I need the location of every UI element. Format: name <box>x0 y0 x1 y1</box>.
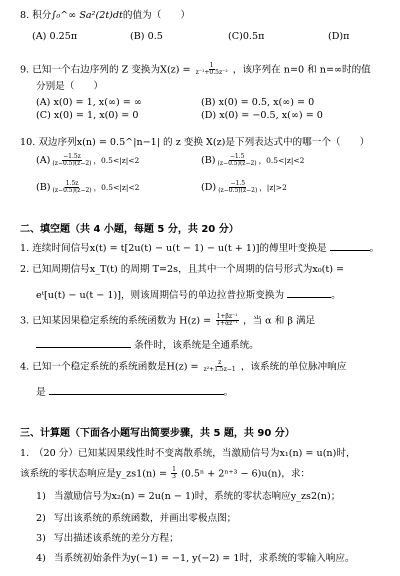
end-mark: 。 <box>223 387 234 398</box>
answer-blank[interactable] <box>36 338 131 348</box>
sub-text: 当系统初始条件为y(−1) = −1, y(−2) = 1时，求系统的零输入响应。 <box>54 553 355 564</box>
q10-options-row2 <box>36 181 287 195</box>
option-d: (D)π <box>328 31 350 42</box>
fraction-numerator: z <box>218 359 222 366</box>
fraction-numerator: −1.5 <box>230 180 246 187</box>
calc-question-1-line2 <box>20 467 386 481</box>
fraction-denominator: 3 <box>172 473 176 481</box>
option-d: (D) x(0) = −0.5, x(∞) = 0 <box>201 110 323 121</box>
transfer-fraction <box>195 63 229 77</box>
q8-options <box>32 31 400 43</box>
question-text: 该系统的零状态响应是y_zs1(n) = <box>20 468 167 480</box>
question-stem-suffix: 的值为（ ） <box>122 10 191 21</box>
option-b: (B) x(0) = 0.5, x(∞) = 0 <box>201 97 315 108</box>
sub-number: 2) <box>36 513 46 524</box>
answer-blank[interactable] <box>287 288 331 298</box>
question-text-cont: (0.5ⁿ + 2ⁿ⁺³ − 6)u(n)，求： <box>180 468 311 480</box>
question-9 <box>20 63 386 77</box>
question-number: 3. <box>20 315 30 327</box>
end-mark: 。 <box>369 243 380 254</box>
option-label: (B) <box>36 181 51 193</box>
option-c: (C) x(0) = 1, x(0) = 0 <box>36 110 139 121</box>
question-number: 2. <box>20 264 30 275</box>
fraction-denominator: z⁻¹+0.5z⁻² <box>195 69 228 77</box>
sub-question-1 <box>36 491 386 503</box>
option-label: (B) <box>201 154 216 166</box>
fraction-numerator: 1+βz⁻¹ <box>216 313 238 320</box>
option-b <box>201 154 304 168</box>
question-number: 4. <box>20 361 30 373</box>
question-text-cont: ，该系统的单位脉冲响应 <box>240 361 347 373</box>
roc-text: ，0.5<|z|<2 <box>93 156 140 166</box>
fill-question-3-line2 <box>36 338 386 352</box>
question-number: 10. <box>20 137 36 148</box>
option-b: (B) 0.5 <box>130 31 163 42</box>
sub-question-2 <box>36 513 386 525</box>
option-fraction <box>51 154 92 168</box>
fraction-denominator: 1+αz⁻¹ <box>216 320 238 328</box>
q9-options-row2 <box>36 110 323 122</box>
sub-question-4 <box>36 553 386 565</box>
question-text: 已知周期信号x_T(t) 的周期 T=2s，且其中一个周期的信号形式为x₀(t) = <box>32 264 345 275</box>
question-stem: 双边序列x(n) = 0.5^|n−1| 的 z 变换 X(z)是下列表达式中的哪一个（ ） <box>38 137 370 148</box>
fraction-numerator: 1.5z <box>65 180 79 187</box>
question-text: 连续时间信号x(t) = t[2u(t) − u(t − 1) − u(t + 1)]的傅里叶变换是 <box>32 243 327 254</box>
option-a <box>36 154 201 168</box>
sub-text: 写出描述该系统的差分方程； <box>54 533 179 544</box>
fill-question-4 <box>20 360 386 374</box>
question-9-line2: 分别是（ ） <box>36 81 104 92</box>
question-number: 9. <box>20 64 30 76</box>
option-fraction <box>217 154 258 168</box>
section-2-title: 二、填空题（共 4 小题，每题 5 分，共 20 分） <box>20 224 239 235</box>
sub-text: 写出该系统的系统函数，并画出零极点图； <box>54 513 237 524</box>
option-d <box>201 181 287 195</box>
fraction-denominator: (z−0.5)(z−2) <box>217 160 257 168</box>
fraction-numerator: −1.5z <box>63 153 81 160</box>
option-label: (A) <box>36 154 51 166</box>
fill-question-1 <box>20 241 386 255</box>
end-mark: 。 <box>331 290 341 301</box>
fill-question-2-line2 <box>36 288 386 302</box>
question-text: 是 <box>36 387 46 398</box>
fraction-denominator: z²+1.5z−1 <box>203 366 236 374</box>
system-function-fraction <box>215 314 239 328</box>
section-3-title: 三、计算题（下面各小题写出简要步骤，共 5 题，共 90 分） <box>20 428 295 439</box>
integral-expression: ∫₀^∞ Sa²(2t)dt <box>51 10 123 21</box>
q10-options-row1 <box>36 154 304 168</box>
question-stem-prefix: 积分 <box>32 10 52 21</box>
question-stem-cont: ，该序列在 n=0 和 n=∞时的值 <box>232 64 371 76</box>
option-label: (D) <box>201 181 217 193</box>
roc-text: ，0.5<|z|<2 <box>93 183 140 193</box>
answer-blank[interactable] <box>49 385 224 395</box>
question-number: 1. <box>20 243 30 254</box>
option-a: (A) 0.25π <box>32 31 78 42</box>
sub-number: 3) <box>36 533 46 544</box>
question-text: eᵗ[u(t) − u(t − 1)]，则该周期信号的单边拉普拉斯变换为 <box>36 290 285 301</box>
option-a: (A) x(0) = 1, x(∞) = ∞ <box>36 97 142 108</box>
fill-question-3 <box>20 314 386 328</box>
answer-blank[interactable] <box>330 241 370 251</box>
fraction-numerator: 1 <box>172 466 176 473</box>
fraction-denominator: (z−0.5)(z−2) <box>218 187 258 195</box>
fraction-numerator: −1.5 <box>229 153 245 160</box>
fill-question-4-line2 <box>36 385 386 399</box>
fraction-denominator: (z−0.5)(z−2) <box>52 187 92 195</box>
sub-number: 1) <box>36 491 46 502</box>
q9-options-row1 <box>36 97 314 109</box>
roc-text: ，0.5<|z|<2 <box>258 156 305 166</box>
option-c <box>36 181 201 195</box>
question-number: 8. <box>20 10 30 21</box>
question-8 <box>20 10 386 22</box>
question-text: 条件时，该系统是全通系统。 <box>134 340 259 351</box>
question-text-cont: ，当 α 和 β 满足 <box>242 315 316 327</box>
question-text: 已知一个稳定系统的系统函数是H(z) = <box>32 361 199 373</box>
sub-text: 当激励信号为x₂(n) = 2u(n − 1)时，系统的零状态响应y_zs2(n)； <box>54 491 341 502</box>
coefficient-fraction <box>171 467 177 481</box>
fraction-denominator: (z−0.5)(z−2) <box>52 160 92 168</box>
fraction-numerator: 1 <box>209 62 214 69</box>
question-10 <box>20 137 386 149</box>
option-c: (C)0.5π <box>228 31 265 42</box>
sub-question-3 <box>36 533 386 545</box>
question-stem: 已知一个右边序列的 Z 变换为X(z) = <box>32 64 191 76</box>
fill-question-2 <box>20 264 386 276</box>
calc-question-1: 1. （20 分）已知某因果线性时不变离散系统，当激励信号为x₁(n) = u(n)时， <box>20 448 356 459</box>
roc-text: ，|z|>2 <box>259 183 287 193</box>
sub-number: 4) <box>36 553 46 564</box>
option-fraction <box>217 181 258 195</box>
question-text: 已知某因果稳定系统的系统函数为 H(z) = <box>32 315 212 327</box>
system-function-fraction <box>203 360 237 374</box>
option-fraction <box>52 181 93 195</box>
